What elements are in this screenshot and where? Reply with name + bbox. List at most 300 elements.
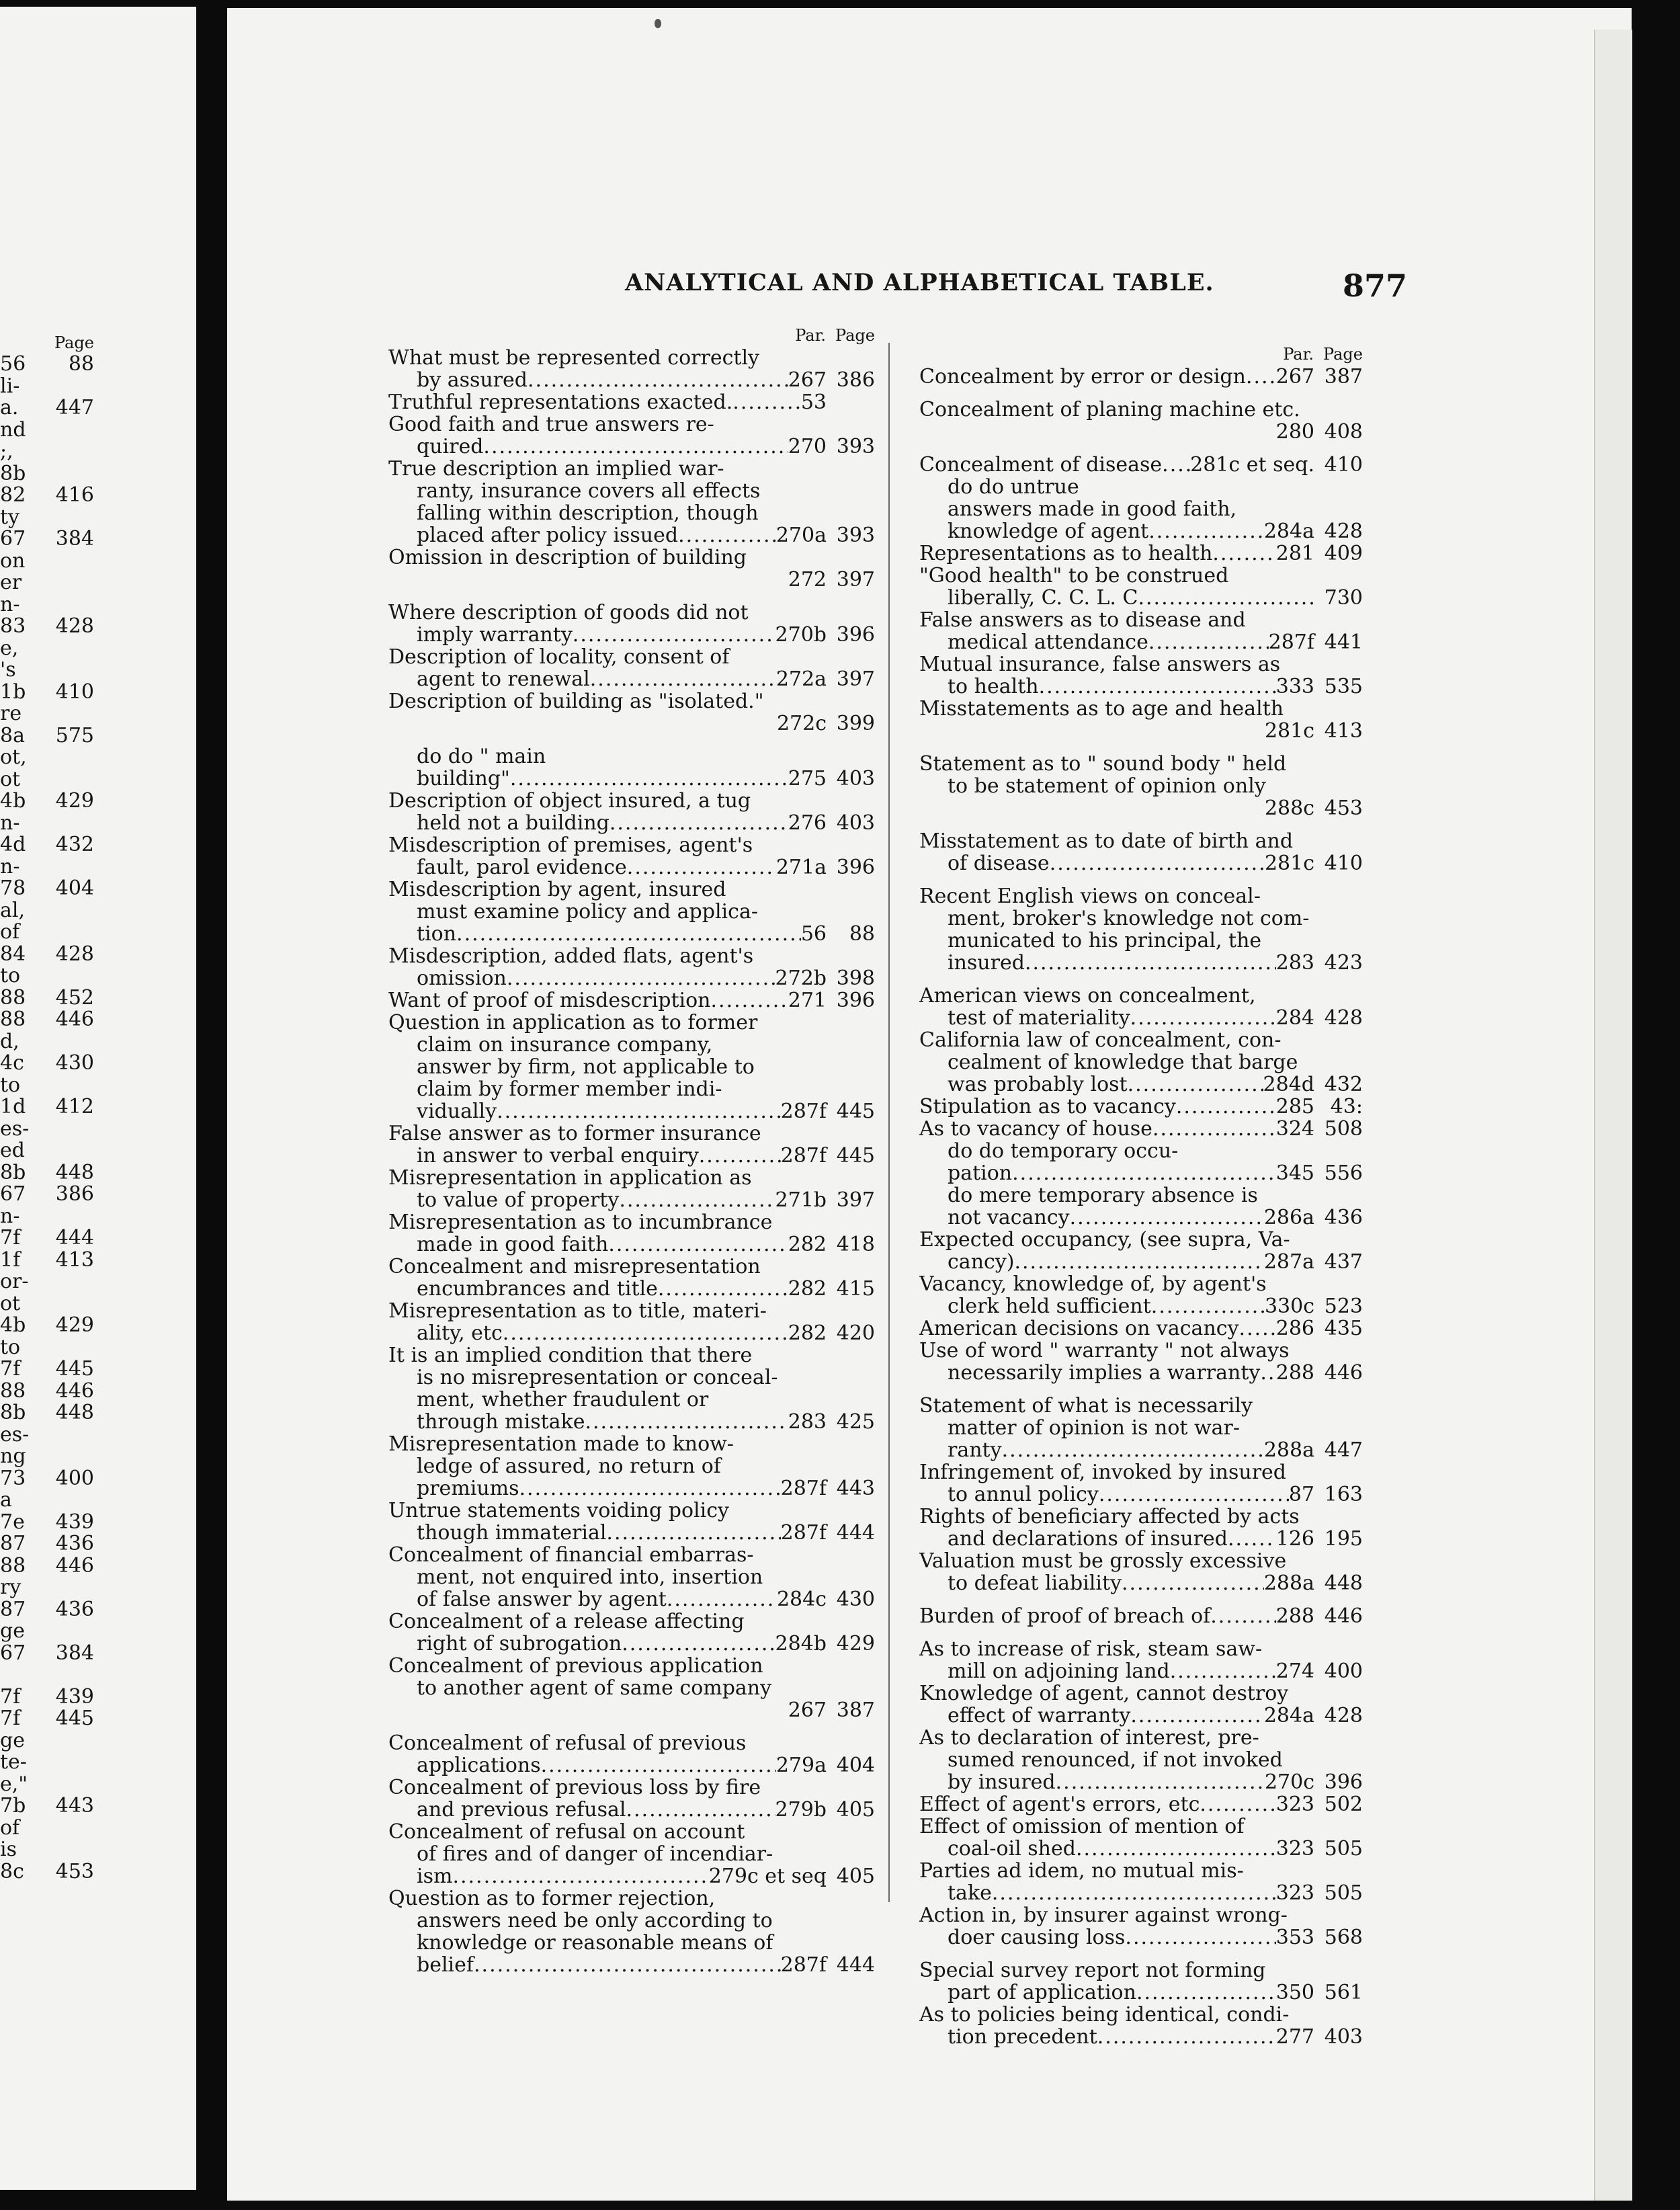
- page-ref: 398: [836, 967, 875, 990]
- index-entry: [919, 885, 1363, 974]
- page-ref: 387: [836, 1699, 875, 1722]
- paragraph-ref: 279c et seq: [708, 1865, 827, 1888]
- paragraph-ref: 279a: [775, 1754, 827, 1777]
- leader-dots: [1212, 542, 1275, 565]
- page-ref: 393: [836, 435, 875, 458]
- entry-line: ledge of assured, no return of: [417, 1455, 721, 1477]
- entry-final-line: [919, 1118, 1363, 1140]
- page-ref: 195: [1324, 1527, 1363, 1551]
- fragment-text: 7f: [0, 1226, 21, 1250]
- index-entry: [388, 347, 875, 391]
- leader-dots: [1138, 587, 1314, 609]
- facing-page-row: [0, 485, 94, 507]
- facing-page-row: [0, 1381, 94, 1403]
- leader-dots: [1097, 2026, 1276, 2048]
- fragment-text: 67: [0, 527, 26, 550]
- fragment-text: to: [0, 964, 21, 987]
- facing-page-row: [0, 1643, 94, 1665]
- facing-page-row: [0, 878, 94, 900]
- spacer: [919, 874, 1363, 885]
- page-ref: 429: [836, 1632, 875, 1655]
- fragment-page: 384: [55, 527, 94, 550]
- fragment-text: 56: [0, 352, 26, 376]
- fragment-text: or-: [0, 1270, 29, 1293]
- paragraph-ref: 271: [788, 989, 827, 1012]
- facing-page-row: [0, 463, 94, 485]
- leader-dots: [1070, 1206, 1264, 1229]
- entry-text: to health: [948, 675, 1039, 698]
- entry-line: to be statement of opinion only: [948, 775, 1266, 797]
- index-entry: [919, 653, 1363, 698]
- entry-final-line: [919, 1096, 1363, 1118]
- leader-dots: [1099, 1483, 1289, 1506]
- index-entry: [388, 1122, 875, 1167]
- paragraph-ref: 288a: [1263, 1438, 1314, 1462]
- leader-dots: [658, 1278, 788, 1300]
- entry-text: in answer to verbal enquiry: [417, 1144, 699, 1168]
- paragraph-ref: 323: [1275, 1881, 1314, 1905]
- entry-reference: [388, 712, 875, 735]
- leader-dots: [1025, 952, 1276, 974]
- facing-page-row: [0, 1247, 94, 1272]
- entry-line: Misdescription of premises, agent's: [388, 834, 753, 856]
- page-number: 877: [1343, 268, 1408, 304]
- entry-final-line: [388, 436, 875, 458]
- entry-line: What must be represented correctly: [388, 347, 759, 369]
- fragment-text: 8b: [0, 1160, 26, 1184]
- fragment-text: 4c: [0, 1051, 24, 1075]
- facing-page-row: [0, 769, 94, 791]
- fragment-text: 's: [0, 658, 16, 682]
- fragment-text: 8a: [0, 723, 25, 747]
- entry-final-line: [388, 524, 875, 546]
- fragment-text: es-: [0, 1422, 30, 1446]
- index-entry: [919, 753, 1363, 819]
- entry-final-line: [388, 1799, 875, 1821]
- fragment-text: ry: [0, 1575, 22, 1599]
- leader-dots: [1128, 1073, 1263, 1096]
- fragment-page: 448: [55, 1160, 94, 1184]
- leader-dots: [1012, 1162, 1276, 1184]
- entry-final-line: [919, 676, 1363, 698]
- index-entry: [388, 1344, 875, 1433]
- fragment-page: 416: [55, 483, 94, 507]
- entry-text: Burden of proof of breach of: [919, 1604, 1211, 1628]
- facing-page-row: [0, 1577, 94, 1599]
- page-ref: 410: [1324, 852, 1363, 875]
- page-ref: 445: [836, 1100, 875, 1123]
- paragraph-ref: 87: [1288, 1483, 1314, 1506]
- entry-final-line: [919, 1439, 1363, 1461]
- page-ref: 535: [1324, 675, 1363, 698]
- leader-dots: [452, 1865, 708, 1887]
- entry-text: pation: [948, 1161, 1013, 1185]
- paragraph-ref: 286: [1275, 1317, 1314, 1340]
- entry-line: Use of word " warranty " not always: [919, 1340, 1290, 1362]
- index-entries: [388, 347, 875, 1976]
- entry-line: Action in, by insurer against wrong-: [919, 1904, 1288, 1926]
- facing-page-row: [0, 1184, 94, 1206]
- leader-dots: [456, 923, 801, 945]
- paragraph-ref: 53: [800, 391, 827, 414]
- fragment-text: ot: [0, 767, 21, 791]
- entry-text: knowledge of agent: [948, 520, 1149, 543]
- paragraph-ref: 288c: [1264, 796, 1314, 820]
- paragraph-ref: 267: [788, 1699, 827, 1722]
- entry-line: Good faith and true answers re-: [388, 413, 714, 436]
- entry-line: ment, whether fraudulent or: [417, 1389, 709, 1411]
- leader-dots: [1056, 1771, 1265, 1793]
- spacer: [919, 443, 1363, 454]
- entry-line: Description of locality, consent of: [388, 646, 730, 668]
- facing-page-row: [0, 1621, 94, 1643]
- entry-line: Misstatement as to date of birth and: [919, 830, 1294, 852]
- facing-page-header: Page: [54, 333, 94, 352]
- page-ref: 386: [836, 368, 875, 392]
- index-entry: [388, 546, 875, 591]
- paragraph-ref: 287f: [780, 1477, 827, 1500]
- fragment-text: n-: [0, 811, 20, 835]
- entry-final-line: [388, 1754, 875, 1776]
- entry-line: Concealment and misrepresentation: [388, 1256, 761, 1278]
- entry-final-line: [388, 768, 875, 790]
- paragraph-ref: 323: [1275, 1793, 1314, 1816]
- entry-final-line: [388, 1477, 875, 1500]
- facing-page-row: [0, 1337, 94, 1359]
- page-ref: 397: [836, 667, 875, 691]
- page-ref: 436: [1324, 1206, 1363, 1229]
- index-entry: [388, 1776, 875, 1821]
- entry-final-line: [919, 1206, 1363, 1229]
- index-entry: [388, 834, 875, 878]
- entry-line: Mutual insurance, false answers as: [919, 653, 1281, 676]
- entry-line: Misrepresentation made to know-: [388, 1433, 734, 1455]
- paragraph-ref: 272: [788, 568, 827, 591]
- fragment-page: 436: [55, 1532, 94, 1555]
- page-ref: 446: [1324, 1361, 1363, 1385]
- entry-final-line: [919, 852, 1363, 874]
- entry-text: take: [948, 1881, 992, 1905]
- fragment-page: 413: [55, 1247, 94, 1272]
- entry-line: ment, broker's knowledge not com-: [948, 907, 1310, 930]
- leader-dots: [507, 967, 775, 989]
- entry-line: As to increase of risk, steam saw-: [919, 1638, 1263, 1660]
- entry-final-line: [919, 1926, 1363, 1949]
- page-ref: 505: [1324, 1881, 1363, 1905]
- entry-final-line: [919, 1483, 1363, 1506]
- entry-text: encumbrances and title: [417, 1277, 658, 1301]
- page-ref: 423: [1324, 951, 1363, 975]
- page-ref: 568: [1324, 1926, 1363, 1949]
- page-ref: 420: [836, 1321, 875, 1345]
- entry-final-line: [919, 1317, 1363, 1340]
- index-entry: [919, 609, 1363, 653]
- fragment-page: 428: [55, 614, 94, 638]
- column-header: Par. Page: [795, 326, 875, 345]
- entry-text: of disease: [948, 852, 1050, 875]
- page-ref: 444: [836, 1953, 875, 1977]
- index-entry: [388, 391, 875, 413]
- leader-dots: [622, 1633, 775, 1655]
- entry-final-line: [919, 1007, 1363, 1029]
- entry-reference: [388, 569, 875, 591]
- paragraph-ref: 271b: [775, 1188, 827, 1212]
- paragraph-ref: 282: [788, 1233, 827, 1256]
- page-ref: 88: [849, 922, 875, 946]
- entry-text: to value of property: [417, 1188, 620, 1212]
- entry-line: California law of concealment, con-: [919, 1029, 1282, 1051]
- facing-page-row: [0, 1315, 94, 1337]
- entry-final-line: [919, 631, 1363, 653]
- entry-text: to defeat liability: [948, 1571, 1122, 1595]
- index-column-right: [919, 344, 1363, 2048]
- fragment-text: e,": [0, 1772, 28, 1796]
- entry-final-line: [388, 1411, 875, 1433]
- index-entry: [919, 1682, 1363, 1727]
- entry-line: Statement as to " sound body " held: [919, 753, 1287, 775]
- facing-page-row: [0, 1599, 94, 1621]
- index-entry: [919, 1860, 1363, 1904]
- facing-page-row: [0, 900, 94, 922]
- paragraph-ref: 267: [1275, 365, 1314, 388]
- facing-page-row: [0, 790, 94, 813]
- entry-line: False answer as to former insurance: [388, 1122, 761, 1145]
- facing-page-row: [0, 1293, 94, 1315]
- fragment-text: 7e: [0, 1510, 25, 1534]
- fragment-text: ed: [0, 1139, 25, 1162]
- entry-line: Concealment of previous loss by fire: [388, 1776, 761, 1799]
- fragment-text: 88: [0, 1553, 26, 1578]
- leader-dots: [590, 668, 776, 690]
- facing-page-row: [0, 572, 94, 594]
- running-head: ANALYTICAL AND ALPHABETICAL TABLE.: [625, 269, 1214, 296]
- fragment-text: 88: [0, 1008, 26, 1031]
- fragment-text: a.: [0, 396, 19, 419]
- entry-text: omission: [417, 967, 507, 990]
- facing-page-rows: [0, 354, 94, 1883]
- entry-final-line: [919, 1528, 1363, 1550]
- entry-final-line: [919, 366, 1363, 388]
- fragment-text: 4d: [0, 833, 26, 856]
- page-ref: 387: [1324, 365, 1363, 388]
- entry-text: Stipulation as to vacancy: [919, 1095, 1176, 1118]
- paragraph-ref: 287f: [1268, 630, 1314, 654]
- index-entry: [919, 476, 1363, 542]
- index-entry: [919, 454, 1363, 476]
- entry-line: As to declaration of interest, pre-: [919, 1727, 1259, 1749]
- facing-page-row: [0, 616, 94, 638]
- facing-page-row: [0, 1118, 94, 1141]
- fragment-text: n-: [0, 1204, 20, 1228]
- facing-page-fragment: [0, 7, 196, 2190]
- leader-dots: [626, 1799, 775, 1821]
- index-entry: [388, 989, 875, 1012]
- fragment-page: 439: [55, 1510, 94, 1534]
- fragment-text: 8b: [0, 461, 26, 485]
- entry-text: ranty: [948, 1438, 1002, 1462]
- index-entry: [919, 1096, 1363, 1118]
- paragraph-ref: 333: [1275, 675, 1314, 698]
- paragraph-ref: 270b: [775, 623, 827, 647]
- entry-final-line: [388, 1278, 875, 1300]
- entry-line: Special survey report not forming: [919, 1959, 1266, 1981]
- index-entry: [388, 790, 875, 834]
- entry-line: falling within description, though: [417, 502, 759, 524]
- facing-page-row: [0, 1555, 94, 1578]
- fragment-text: e,: [0, 636, 19, 660]
- leader-dots: [619, 1189, 775, 1211]
- entry-text: imply warranty: [417, 623, 573, 647]
- fragment-text: to: [0, 1073, 21, 1097]
- fragment-text: 1f: [0, 1247, 21, 1272]
- entry-final-line: [388, 391, 875, 413]
- entry-line: Concealment of previous application: [388, 1655, 763, 1677]
- page-ref: 410: [1324, 453, 1363, 477]
- entry-text: ism: [417, 1865, 453, 1888]
- entry-text: clerk held sufficient: [948, 1295, 1151, 1318]
- fragment-page: 429: [55, 789, 94, 813]
- index-entry: [919, 1461, 1363, 1506]
- entry-text: premiums: [417, 1477, 519, 1500]
- leader-dots: [1136, 1981, 1276, 2004]
- paragraph-ref: 284b: [775, 1632, 827, 1655]
- facing-page-row: [0, 1358, 94, 1381]
- entry-final-line: [919, 1251, 1363, 1273]
- fragment-text: d,: [0, 1029, 19, 1053]
- entry-line: Where description of goods did not: [388, 602, 749, 624]
- leader-dots: [1002, 1439, 1264, 1461]
- entry-final-line: [919, 2026, 1363, 2048]
- entry-final-line: [388, 1865, 875, 1887]
- facing-page-row: [0, 1861, 94, 1883]
- index-entry: [388, 1433, 875, 1500]
- index-entry: [919, 1273, 1363, 1317]
- entry-final-line: [388, 1100, 875, 1122]
- entry-final-line: [919, 1362, 1363, 1384]
- page-ref: 396: [836, 856, 875, 879]
- fragment-text: ng: [0, 1444, 26, 1468]
- page-ref: 409: [1324, 542, 1363, 565]
- entry-text: tion precedent: [948, 2025, 1097, 2049]
- paragraph-ref: 286a: [1263, 1206, 1314, 1229]
- entry-line: of fires and of danger of incendiar-: [417, 1843, 773, 1865]
- leader-dots: [1260, 1362, 1275, 1384]
- leader-dots: [497, 1100, 781, 1122]
- entry-text: building": [417, 767, 510, 790]
- entry-reference: [388, 1699, 875, 1721]
- entry-final-line: [919, 952, 1363, 974]
- page-ref: 432: [1324, 1073, 1363, 1096]
- facing-page-row: [0, 419, 94, 442]
- index-entry: [388, 1610, 875, 1655]
- entry-text: effect of warranty: [948, 1704, 1131, 1727]
- entry-final-line: [919, 1572, 1363, 1594]
- entry-line: Effect of omission of mention of: [919, 1815, 1245, 1838]
- entry-text: fault, parol evidence: [417, 856, 627, 879]
- entry-line: Question in application as to former: [388, 1012, 758, 1034]
- paragraph-ref: 288: [1275, 1604, 1314, 1628]
- paragraph-ref: 272c: [776, 712, 827, 735]
- fragment-text: ;,: [0, 440, 13, 463]
- leader-dots: [541, 1754, 776, 1776]
- facing-page-text: [0, 332, 94, 1883]
- page-ref: 405: [836, 1865, 875, 1888]
- index-entry: [919, 1815, 1363, 1860]
- facing-page-row: [0, 703, 94, 725]
- index-entry: [919, 1340, 1363, 1384]
- entry-final-line: [388, 1954, 875, 1976]
- facing-page-row: [0, 1512, 94, 1534]
- spacer: [919, 1384, 1363, 1395]
- index-entry: [919, 1727, 1363, 1793]
- fragment-page: 452: [55, 985, 94, 1010]
- facing-page-row: [0, 1140, 94, 1162]
- leader-dots: [667, 1588, 777, 1610]
- paragraph-ref: 276: [788, 811, 827, 835]
- paragraph-ref: 345: [1275, 1161, 1314, 1185]
- index-entry: [388, 1256, 875, 1300]
- paragraph-ref: 287f: [780, 1100, 827, 1123]
- entry-final-line: [388, 989, 875, 1012]
- facing-page-row: [0, 856, 94, 878]
- index-entry: [919, 1118, 1363, 1140]
- entry-line: Vacancy, knowledge of, by agent's: [919, 1273, 1267, 1295]
- entry-text: though immaterial: [417, 1521, 607, 1545]
- page-ref: 405: [836, 1798, 875, 1822]
- entry-line: Concealment of planing machine etc.: [919, 399, 1300, 421]
- facing-page-row: [0, 1424, 94, 1446]
- index-entry: [388, 1300, 875, 1344]
- leader-dots: [610, 812, 788, 834]
- index-entry: [919, 1506, 1363, 1550]
- page-ref: 556: [1324, 1161, 1363, 1185]
- page-ref: 441: [1324, 630, 1363, 654]
- entry-text: ality, etc: [417, 1321, 503, 1345]
- entry-line: must examine policy and applica-: [417, 901, 758, 923]
- entry-final-line: [919, 542, 1363, 565]
- fragment-text: nd: [0, 417, 26, 442]
- leader-dots: [606, 1522, 780, 1544]
- fragment-text: 67: [0, 1641, 26, 1665]
- entry-text: mill on adjoining land: [948, 1660, 1170, 1683]
- fragment-page: 444: [55, 1226, 94, 1250]
- fragment-text: 8b: [0, 1401, 26, 1424]
- entry-line: ment, not enquired into, insertion: [417, 1566, 763, 1588]
- entry-line: knowledge or reasonable means of: [417, 1932, 773, 1954]
- leader-dots: [1122, 1572, 1264, 1594]
- index-entry: [919, 1229, 1363, 1273]
- fragment-text: 1d: [0, 1095, 26, 1118]
- spacer: [919, 1627, 1363, 1638]
- fragment-text: te-: [0, 1750, 27, 1774]
- fragment-page: 436: [55, 1597, 94, 1621]
- index-entry: [919, 1638, 1363, 1682]
- facing-page-row: [0, 1686, 94, 1709]
- facing-page-row: [0, 813, 94, 835]
- entry-line: Concealment of a release affecting: [388, 1610, 745, 1633]
- facing-page-row: [0, 638, 94, 660]
- entry-final-line: [919, 1793, 1363, 1815]
- leader-dots: [1050, 852, 1265, 874]
- fragment-text: ot,: [0, 745, 27, 769]
- fragment-text: on: [0, 548, 26, 573]
- facing-page-row: [0, 1468, 94, 1490]
- page-ref: 502: [1324, 1793, 1363, 1816]
- entry-line: It is an implied condition that there: [388, 1344, 753, 1366]
- index-entry: [919, 542, 1363, 565]
- paragraph-ref: 324: [1275, 1117, 1314, 1141]
- leader-dots: [608, 1233, 788, 1256]
